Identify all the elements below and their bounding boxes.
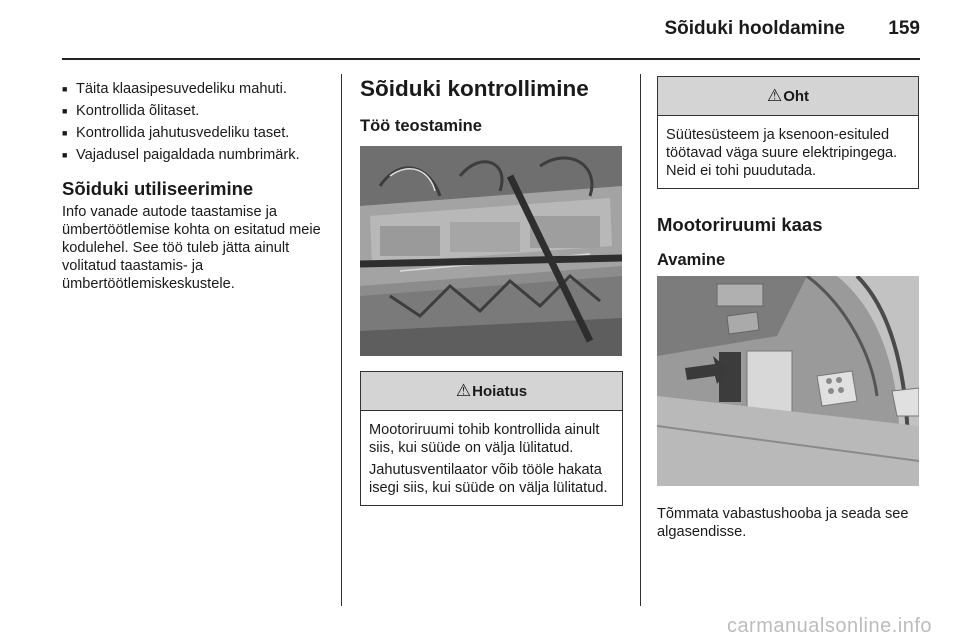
column-divider	[640, 74, 641, 606]
subsection-title: Töö teostamine	[360, 117, 482, 135]
checklist	[62, 80, 332, 164]
page-number: 159	[888, 18, 920, 39]
warning-box	[360, 371, 623, 506]
hood-release-illustration	[657, 276, 919, 486]
warning-box-title: Hoiatus	[472, 382, 528, 400]
warning-box-header	[361, 372, 622, 411]
warning-box-body	[361, 411, 622, 505]
danger-box-header	[658, 77, 918, 116]
list-item: ■ Kontrollida õlitaset.	[62, 102, 332, 120]
warning-triangle-icon: ⚠	[766, 86, 783, 105]
middle-column	[360, 76, 622, 136]
warning-paragraph: Jahutusventilaator võib tööle hakata isegi siis, kui süüde on välja lülitatud.	[369, 462, 608, 496]
running-header-title: Sõiduki hooldamine	[664, 18, 845, 39]
danger-box-title: Oht	[783, 87, 810, 105]
warning-triangle-icon: ⚠	[455, 381, 472, 400]
column-divider	[341, 74, 342, 606]
watermark: carmanualsonline.info	[726, 615, 932, 637]
list-item: ■ Vajadusel paigaldada numbrimärk.	[62, 146, 332, 164]
disposal-text: Info vanade autode taastamise ja ümbertöötlemise kohta on esitatud meie kodulehel. See töö tuleb jätta ainult volitatud taastamis- ja ümbertöötlemiskeskustele.	[62, 204, 321, 292]
section-title: Sõiduki kontrollimine	[360, 76, 589, 101]
danger-box	[657, 76, 919, 189]
engine-bay-illustration	[360, 146, 622, 356]
list-item: ■ Kontrollida jahutusvedeliku taset.	[62, 124, 332, 142]
hood-section	[657, 214, 919, 270]
list-item: ■ Täita klaasipesuvedeliku mahuti.	[62, 80, 332, 98]
header-rule	[62, 58, 920, 60]
opening-heading: Avamine	[657, 251, 726, 269]
opening-instruction: Tõmmata vabastushooba ja seada see algasendisse.	[657, 506, 909, 540]
hood-heading: Mootoriruumi kaas	[657, 214, 823, 235]
left-column	[62, 80, 332, 293]
disposal-heading: Sõiduki utiliseerimine	[62, 178, 254, 199]
danger-box-body: Süütesüsteem ja ksenoon-esituled töötavad väga suure elektripingega. Neid ei tohi puudutada.	[666, 127, 898, 179]
warning-paragraph: Mootoriruumi tohib kontrollida ainult siis, kui süüde on välja lülitatud.	[369, 422, 600, 456]
